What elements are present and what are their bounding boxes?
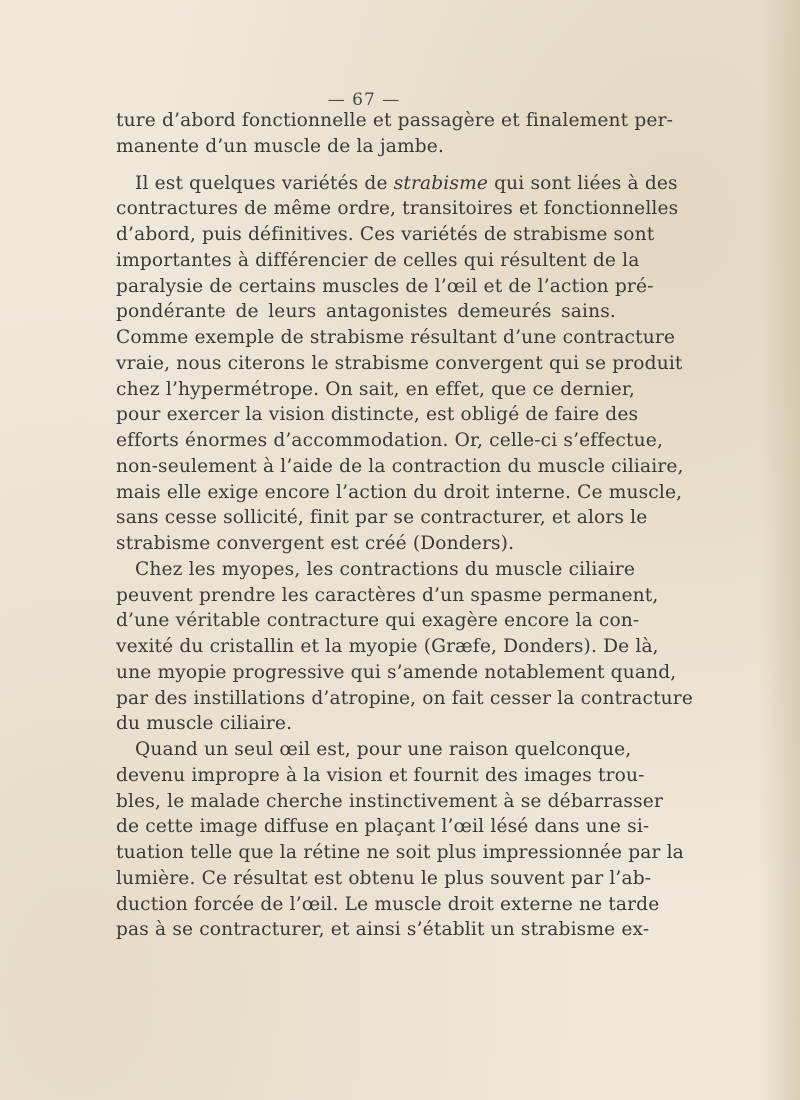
text-line: de cette image diffuse en plaçant l’œil lésé dans une si- [116, 816, 650, 838]
text-line: mais elle exige encore l’action du droit interne. Ce muscle, [116, 481, 683, 503]
text-line: duction forcée de l’œil. Le muscle droit externe ne tarde [116, 893, 660, 915]
text-line: tuation telle que la rétine ne soit plus impressionnée par la [116, 842, 684, 863]
text-line: devenu impropre à la vision et fournit des images trou- [116, 764, 645, 786]
text-line: pour exercer la vision distincte, est obligé de faire des [116, 404, 639, 426]
text-line: vraie, nous citerons le strabisme convergent qui se produit [116, 352, 683, 374]
text-line: pas à se contracturer, et ainsi s’établit un strabisme ex- [116, 919, 650, 941]
text-line: Chez les myopes, les contractions du muscle ciliaire [135, 558, 635, 580]
text-line: sans cesse sollicité, finit par se contracturer, et alors le [116, 507, 648, 529]
text-line: paralysie de certains muscles de l’œil et de l’action pré- [116, 275, 654, 297]
text-line: Quand un seul œil est, pour une raison quelconque, [135, 739, 632, 760]
text-line: d’une véritable contracture qui exagère encore la con- [116, 610, 640, 632]
text-line [116, 171, 678, 197]
text-line: peuvent prendre les caractères d’un spasme permanent, [116, 584, 659, 606]
text-line: ture d’abord fonctionnelle et passagère et finalement per- [116, 110, 674, 131]
text-line: du muscle ciliaire. [116, 713, 293, 735]
text-line: non-seulement à l’aide de la contraction du muscle ciliaire, [116, 455, 684, 477]
text-line: pondérante de leurs antagonistes demeurés sains. [116, 301, 616, 323]
body-text [116, 108, 694, 943]
text-line: efforts énormes d’accommodation. Or, celle-ci s’effectue, [116, 430, 664, 451]
text-line: par des instillations d’atropine, on fait cesser la contracture [116, 687, 694, 709]
text-line: une myopie progressive qui s’amende notablement quand, [116, 661, 677, 683]
text-line: strabisme convergent est créé (Donders). [116, 533, 515, 554]
text-line: vexité du cristallin et la myopie (Græfe, Donders). De là, [116, 636, 659, 657]
text-segment: qui sont liées à des [488, 172, 678, 194]
text-line: chez l’hypermétrope. On sait, en effet, que ce dernier, [116, 378, 635, 400]
page-number: — 67 — [327, 90, 401, 110]
text-line: contractures de même ordre, transitoires et fonctionnelles [116, 198, 679, 220]
paragraph-gap [116, 160, 616, 171]
text-line: manente d’un muscle de la jambe. [116, 135, 445, 157]
italic-term: strabisme [393, 172, 489, 194]
text-line: Comme exemple de strabisme résultant d’une contracture [116, 327, 676, 348]
text-line: lumière. Ce résultat est obtenu le plus souvent par l’ab- [116, 867, 652, 889]
text-segment: Il est quelques variétés de [135, 172, 394, 194]
text-line: bles, le malade cherche instinctivement à se débarrasser [116, 790, 664, 812]
text-line: d’abord, puis définitives. Ces variétés de strabisme sont [116, 224, 655, 245]
text-line: importantes à différencier de celles qui résultent de la [116, 249, 640, 271]
